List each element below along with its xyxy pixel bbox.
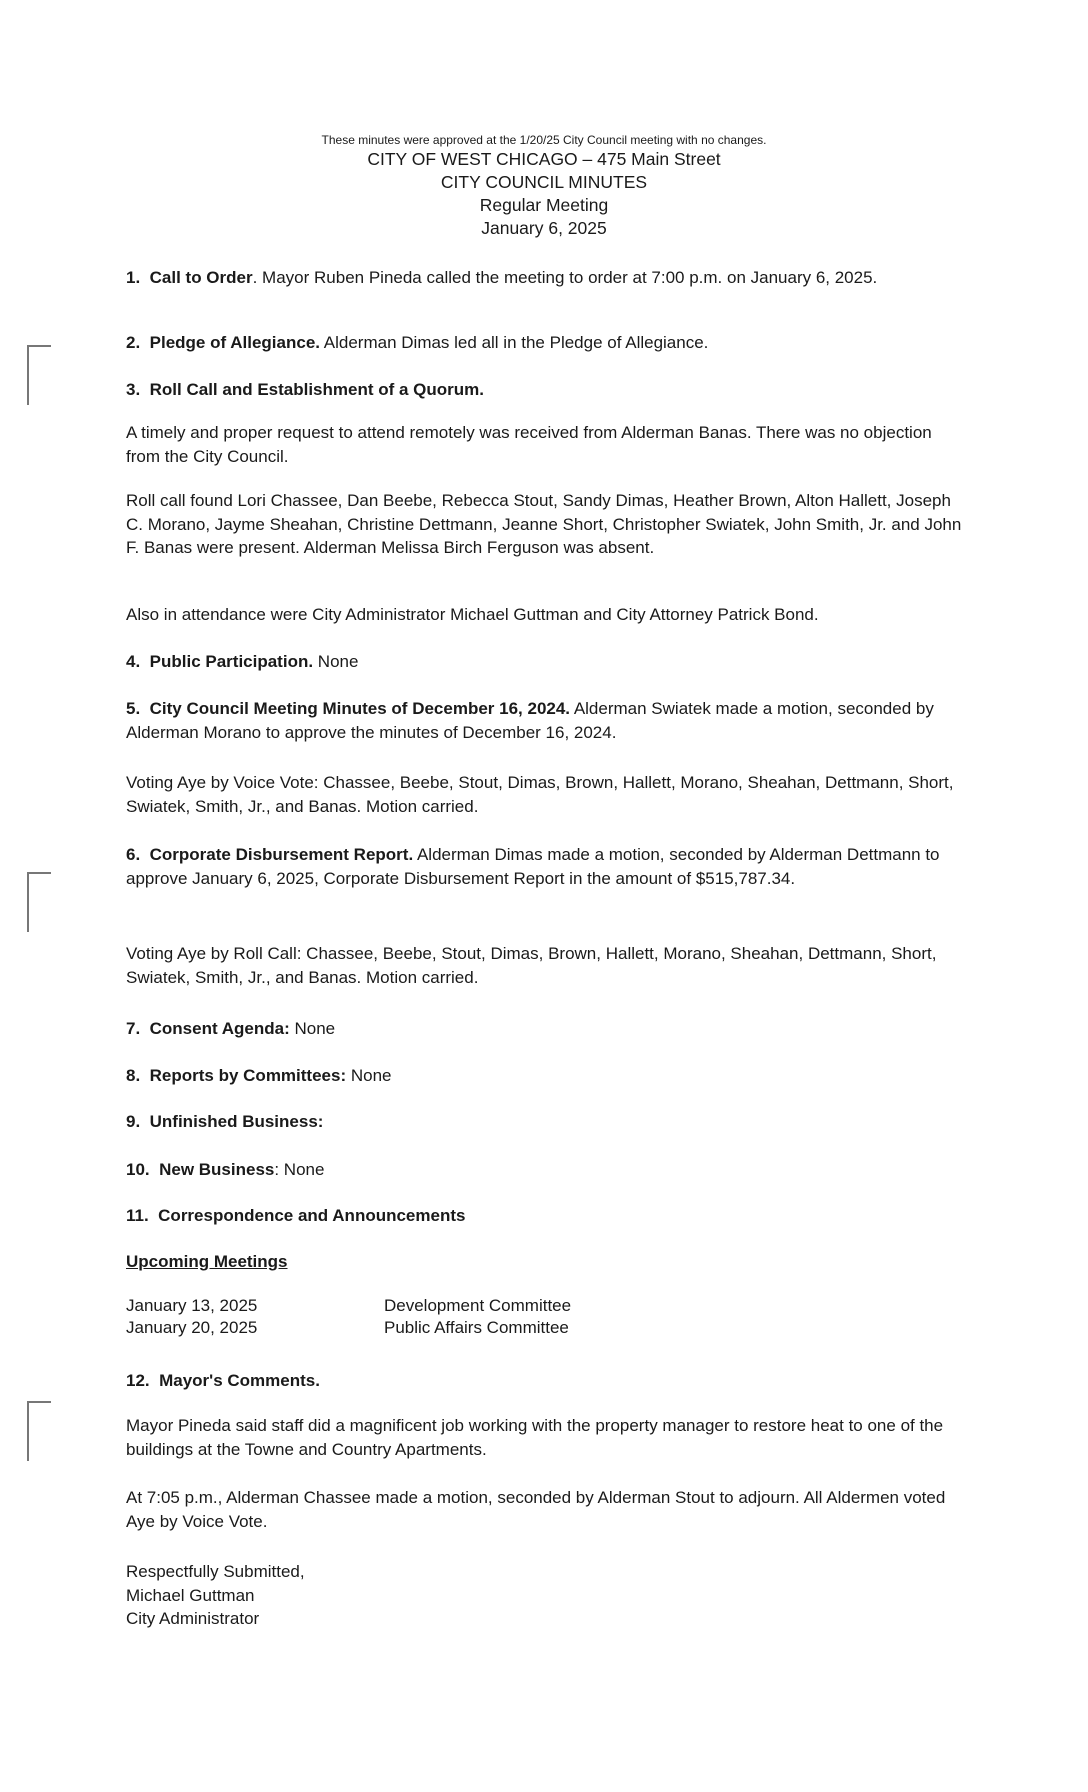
meeting-row: January 13, 2025 Development Committee: [126, 1296, 572, 1315]
meeting-date: January 6, 2025: [481, 218, 607, 238]
item-committee-reports: 8. Reports by Committees: None: [126, 1066, 392, 1085]
document-title: CITY COUNCIL MINUTES: [440, 172, 648, 192]
vote-item-5: Voting Aye by Voice Vote: Chassee, Beebe, Stout, Dimas, Brown, Hallett, Morano, Sheahan, Dettmann, Short, Swiatek, Smith, Jr., and Banas. Motion carried.: [126, 773, 954, 816]
item-pledge: 2. Pledge of Allegiance. Alderman Dimas led all in the Pledge of Allegiance.: [126, 333, 709, 352]
roll-call-paragraph: Roll call found Lori Chassee, Dan Beebe, Rebecca Stout, Sandy Dimas, Heather Brown, Alton Hallett, Joseph C. Morano, Jayme Sheahan, Christine Dettmann, Jeanne Short, Christopher Swiatek, John Smith, Jr. and John F. Banas were present. Alderman Melissa Birch Ferguson was absent.: [126, 491, 962, 557]
mayor-comments-paragraph: Mayor Pineda said staff did a magnificent job working with the property manager to restore heat to one of the buildings at the Towne and Country Apartments.: [126, 1416, 944, 1459]
item-new-business: 10. New Business: None: [126, 1160, 325, 1179]
item-roll-call: 3. Roll Call and Establishment of a Quorum.: [126, 380, 485, 399]
scan-margin-mark: [27, 1401, 51, 1461]
city-address: CITY OF WEST CHICAGO – 475 Main Street: [367, 149, 721, 169]
remote-attendance-paragraph: A timely and proper request to attend remotely was received from Alderman Banas. There was no objection from the City Council.: [126, 423, 932, 466]
signature-title: City Administrator: [126, 1609, 260, 1628]
item-call-to-order: 1. Call to Order. Mayor Ruben Pineda called the meeting to order at 7:00 p.m. on January 6, 2025.: [126, 268, 878, 287]
item-meeting-minutes: 5. City Council Meeting Minutes of December 16, 2024. Alderman Swiatek made a motion, seconded by Alderman Morano to approve the minutes of December 16, 2024.: [126, 699, 934, 742]
meeting-row: January 20, 2025 Public Affairs Committee: [126, 1318, 569, 1337]
item-disbursement-report: 6. Corporate Disbursement Report. Alderman Dimas made a motion, seconded by Alderman Dettmann to approve January 6, 2025, Corporate Disbursement Report in the amount of $515,787.34.: [126, 845, 940, 888]
vote-item-6: Voting Aye by Roll Call: Chassee, Beebe, Stout, Dimas, Brown, Hallett, Morano, Sheahan, Dettmann, Short, Swiatek, Smith, Jr., and Banas. Motion carried.: [126, 944, 937, 987]
item-public-participation: 4. Public Participation. None: [126, 652, 359, 671]
attendance-paragraph: Also in attendance were City Administrator Michael Guttman and City Attorney Patrick Bond.: [126, 605, 819, 624]
item-correspondence: 11. Correspondence and Announcements: [126, 1206, 466, 1225]
signature-name: Michael Guttman: [126, 1585, 255, 1605]
adjournment-paragraph: At 7:05 p.m., Alderman Chassee made a motion, seconded by Alderman Stout to adjourn. All Aldermen voted Aye by Voice Vote.: [126, 1488, 946, 1531]
item-mayors-comments: 12. Mayor's Comments.: [126, 1371, 320, 1390]
signature-closing: Respectfully Submitted,: [126, 1562, 305, 1581]
item-unfinished-business: 9. Unfinished Business:: [126, 1112, 324, 1131]
upcoming-meetings-heading: Upcoming Meetings: [126, 1252, 288, 1271]
signature-block: [126, 1560, 966, 1631]
scan-margin-mark: [27, 345, 51, 405]
item-consent-agenda: 7. Consent Agenda: None: [126, 1019, 336, 1038]
scan-margin-mark: [27, 872, 51, 932]
meeting-type: Regular Meeting: [479, 195, 609, 215]
approval-note: These minutes were approved at the 1/20/25 City Council meeting with no changes.: [321, 133, 767, 147]
